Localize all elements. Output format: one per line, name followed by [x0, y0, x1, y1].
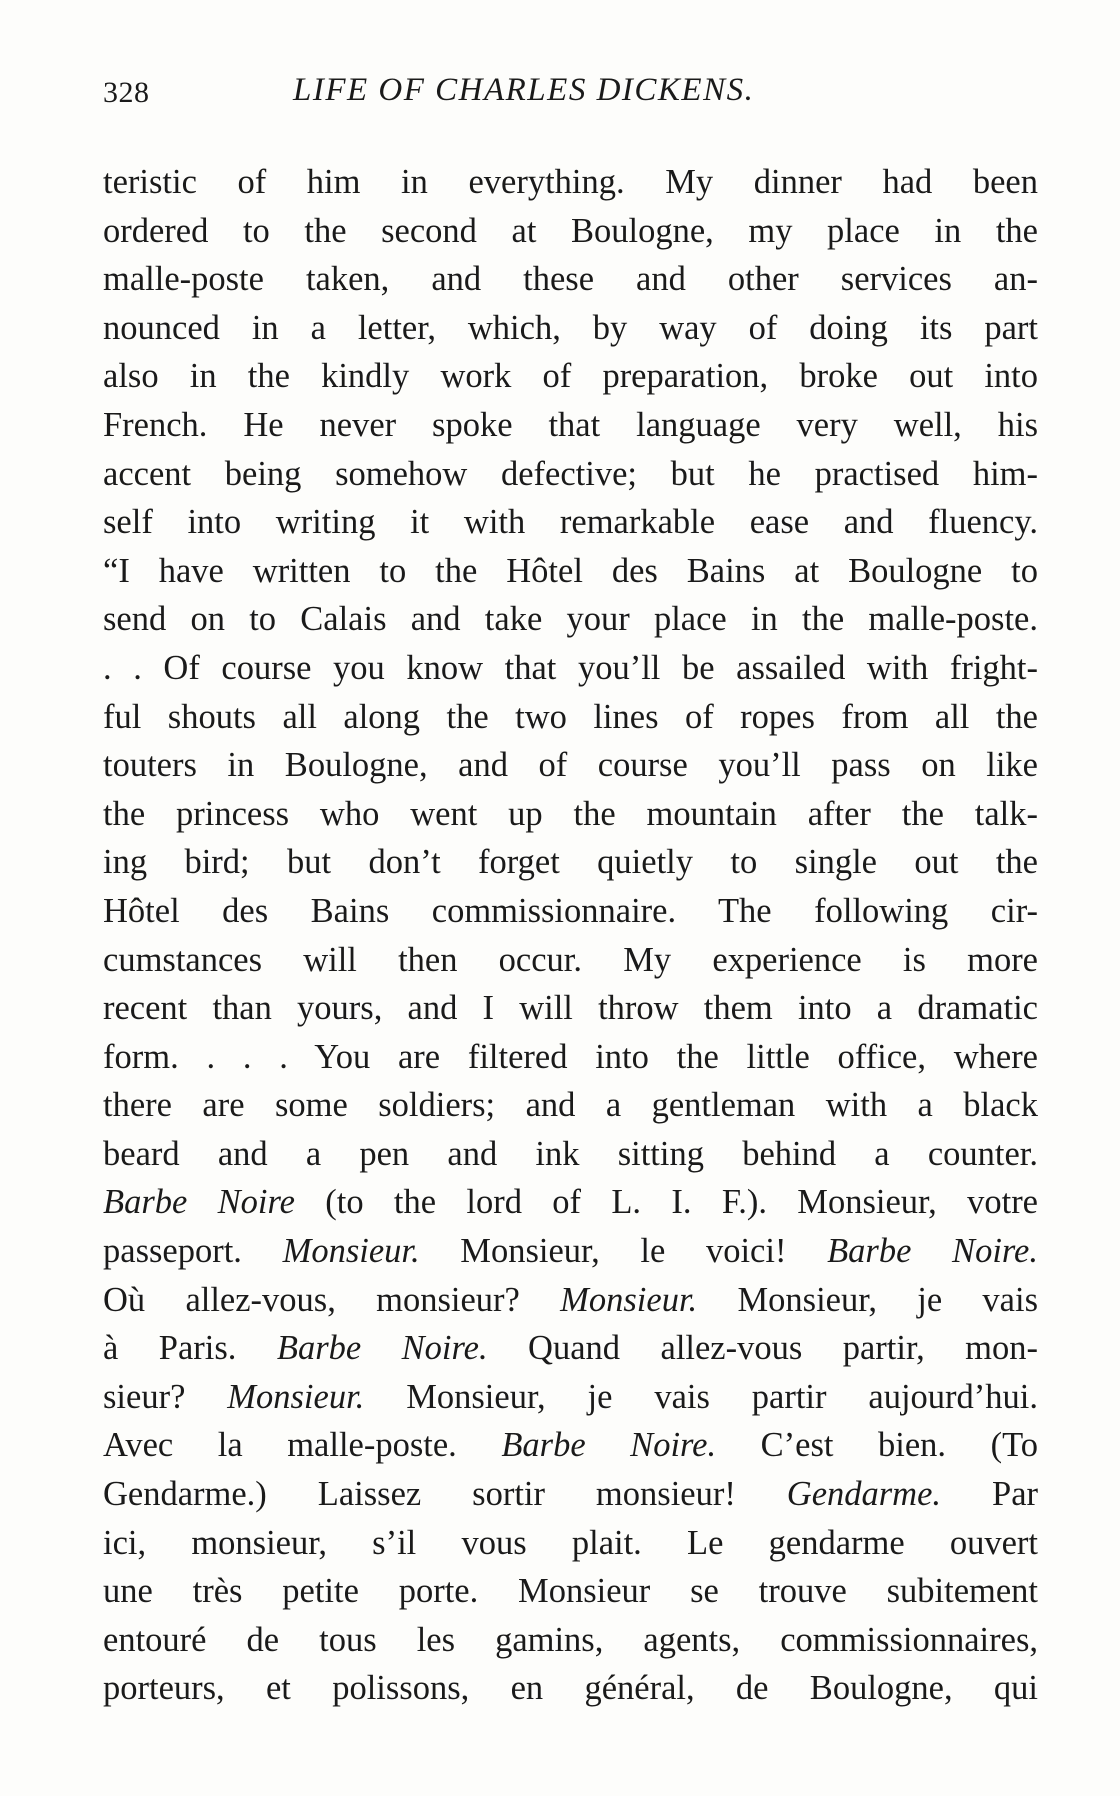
text-segment: Gendarme.) Laissez sortir monsieur! — [103, 1475, 787, 1514]
text-line — [103, 207, 1038, 256]
text-segment: Quand allez-vous partir, mon- — [487, 1329, 1038, 1368]
text-line — [103, 1421, 1038, 1470]
text-line — [103, 1033, 1038, 1082]
text-segment: Monsieur, le voici! — [419, 1232, 828, 1271]
text-line — [103, 158, 1038, 207]
text-line — [103, 1567, 1038, 1616]
speaker-name: Barbe Noire. — [501, 1426, 717, 1465]
text-segment: Hôtel des Bains commissionnaire. The following cir- — [103, 891, 1038, 930]
text-segment: Avec la malle-poste. — [103, 1426, 502, 1465]
text-line — [103, 693, 1038, 742]
text-segment: (to the lord of L. I. F.). Monsieur, votre — [294, 1183, 1038, 1222]
text-segment: recent than yours, and I will throw them into a dramatic — [103, 989, 1038, 1028]
text-segment: the princess who went up the mountain after the talk- — [103, 794, 1038, 833]
text-line — [103, 1324, 1038, 1373]
text-segment: cumstances will then occur. My experience is more — [103, 940, 1038, 979]
text-segment: there are some soldiers; and a gentleman with a black — [103, 1086, 1038, 1125]
text-line — [103, 304, 1038, 353]
text-line — [103, 595, 1038, 644]
text-segment: Par — [941, 1475, 1038, 1514]
text-segment: ici, monsieur, s’il vous plait. Le gendarme ouvert — [103, 1523, 1038, 1562]
text-segment: . . Of course you know that you’ll be assailed with fright- — [103, 648, 1038, 687]
text-segment: une très petite porte. Monsieur se trouve subitement — [103, 1572, 1038, 1611]
text-line — [103, 1130, 1038, 1179]
text-line — [103, 1373, 1038, 1422]
text-segment: nounced in a letter, which, by way of doing its part — [103, 308, 1038, 347]
speaker-name: Monsieur. — [560, 1280, 698, 1319]
speaker-name: Barbe Noire — [103, 1183, 295, 1222]
text-segment: Monsieur, je vais partir aujourd’hui. — [364, 1377, 1038, 1416]
speaker-name: Monsieur. — [227, 1377, 365, 1416]
text-segment: French. He never spoke that language very well, his — [103, 405, 1038, 444]
text-line — [103, 498, 1038, 547]
text-line — [103, 255, 1038, 304]
text-segment: beard and a pen and ink sitting behind a counter. — [103, 1134, 1038, 1173]
text-line — [103, 450, 1038, 499]
speaker-name: Monsieur. — [282, 1232, 420, 1271]
text-line — [103, 401, 1038, 450]
running-head — [103, 70, 1038, 114]
speaker-name: Barbe Noire. — [827, 1232, 1038, 1271]
speaker-name: Gendarme. — [786, 1475, 942, 1514]
text-segment: entouré de tous les gamins, agents, commissionnaires, — [103, 1620, 1038, 1659]
text-segment: self into writing it with remarkable ease and fluency. — [103, 503, 1038, 542]
text-line — [103, 1227, 1038, 1276]
text-line — [103, 1470, 1038, 1519]
text-line — [103, 984, 1038, 1033]
text-segment: Où allez-vous, monsieur? — [103, 1280, 561, 1319]
running-title: LIFE OF CHARLES DICKENS. — [293, 72, 755, 108]
text-segment: send on to Calais and take your place in the malle-poste. — [103, 600, 1038, 639]
text-segment: Monsieur, je vais — [697, 1280, 1038, 1319]
text-segment: form. . . . You are filtered into the little office, where — [103, 1037, 1038, 1076]
speaker-name: Barbe Noire. — [276, 1329, 488, 1368]
text-segment: teristic of him in everything. My dinner had been — [103, 163, 1038, 201]
page-number: 328 — [103, 76, 150, 109]
text-line — [103, 887, 1038, 936]
text-segment: accent being somehow defective; but he practised him- — [103, 454, 1038, 493]
text-line — [103, 1276, 1038, 1325]
text-segment: ing bird; but don’t forget quietly to single out the — [103, 843, 1038, 882]
text-segment: sieur? — [103, 1377, 228, 1416]
text-line — [103, 644, 1038, 693]
text-segment: “I have written to the Hôtel des Bains at Boulogne to — [103, 551, 1038, 590]
text-segment: passeport. — [103, 1232, 283, 1271]
text-segment: also in the kindly work of preparation, broke out into — [103, 357, 1038, 396]
text-line — [103, 1178, 1038, 1227]
text-segment: porteurs, et polissons, en général, de Boulogne, qui — [103, 1669, 1038, 1708]
text-line — [103, 1081, 1038, 1130]
text-line — [103, 838, 1038, 887]
text-segment: malle-poste taken, and these and other services an- — [103, 260, 1038, 299]
text-line — [103, 741, 1038, 790]
text-segment: à Paris. — [103, 1329, 277, 1368]
text-line — [103, 547, 1038, 596]
body-text — [103, 158, 1038, 1713]
text-segment: ful shouts all along the two lines of ropes from all the — [103, 697, 1038, 736]
text-line — [103, 1616, 1038, 1665]
text-segment: touters in Boulogne, and of course you’ll pass on like — [103, 746, 1038, 785]
text-line — [103, 1519, 1038, 1568]
text-segment: C’est bien. (To — [716, 1426, 1038, 1465]
text-line — [103, 352, 1038, 401]
text-line — [103, 936, 1038, 985]
text-line — [103, 790, 1038, 839]
text-line — [103, 1664, 1038, 1713]
text-segment: ordered to the second at Boulogne, my place in the — [103, 211, 1038, 250]
